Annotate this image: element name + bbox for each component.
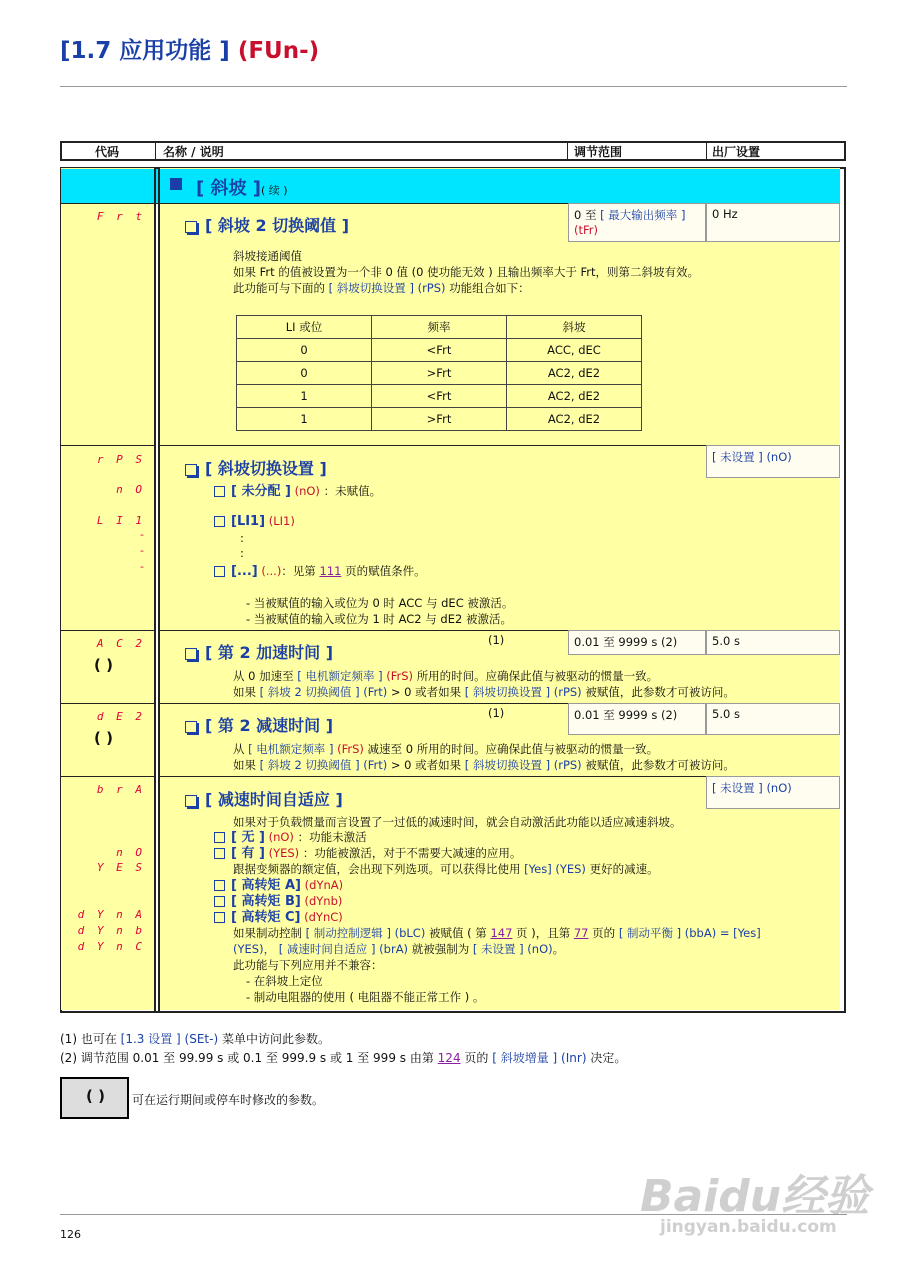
rps-opt-li1: [LI1] (LI1) — [214, 513, 295, 530]
table-row: 0 >Frt AC2, dE2 — [237, 362, 642, 385]
table-row: 1 >Frt AC2, dE2 — [237, 408, 642, 431]
param-checkbox-icon — [185, 721, 197, 733]
option-checkbox-icon — [214, 880, 225, 891]
rps-opt-more: [...] (...)：见第 111 页的赋值条件。 — [214, 563, 426, 580]
page-link-111[interactable]: 111 — [319, 564, 342, 578]
param-ac2: [ 第 2 加速时间 ] — [185, 640, 333, 663]
ac2-desc-2: 如果 [ 斜坡 2 切换阈值 ] (Frt) > 0 或者如果 [ 斜坡切换设置 ] (rPS) 被赋值，此参数才可被访问。 — [233, 685, 735, 699]
param-de2: [ 第 2 减速时间 ] — [185, 713, 333, 736]
bra-opt-dync: [ 高转矩 C] (dYnC) — [214, 909, 343, 926]
watermark-url: jingyan.baidu.com — [660, 1217, 837, 1237]
table-row: 1 <Frt AC2, dE2 — [237, 385, 642, 408]
code-ac2: A C 2 — [96, 637, 145, 650]
table-header-cell: LI 或位 — [237, 316, 372, 339]
page-link-77[interactable]: 77 — [573, 926, 589, 940]
bra-opt-dyna: [ 高转矩 A] (dYnA) — [214, 877, 343, 894]
ellipsis-colon: : — [240, 546, 244, 560]
code-bra-yes: Y E S — [96, 861, 145, 874]
modifiable-icon: ( ) — [86, 1087, 105, 1105]
option-checkbox-icon — [214, 896, 225, 907]
option-checkbox-icon — [214, 486, 225, 497]
page-link-124[interactable]: 124 — [437, 1051, 461, 1065]
option-checkbox-icon — [214, 566, 225, 577]
table-row: 0 <Frt ACC, dEC — [237, 339, 642, 362]
option-checkbox-icon — [214, 516, 225, 527]
bra-desc-2: 跟据变频器的额定值，会出现下列选项。可以获得比使用 [Yes] (YES) 更好的减速。 — [233, 862, 659, 876]
rps-note-1: - 当被赋值的输入或位为 0 时 ACC 与 dEC 被激活。 — [246, 596, 514, 610]
footnote-1: (1) 也可在 [1.3 设置 ] (SEt-) 菜单中访问此参数。 — [60, 1032, 330, 1046]
code-dync: d Y n C — [77, 940, 145, 953]
page-title: [1.7 应用功能 ] (FUn-) — [60, 38, 320, 64]
footnote-2: (2) 调节范围 0.01 至 99.99 s 或 0.1 至 999.9 s 或 1 至 999 s 由第 124 页的 [ 斜坡增量 ] (Inr) 决定。 — [60, 1051, 627, 1065]
param-checkbox-icon — [185, 648, 197, 660]
header-code: 代码 — [95, 145, 120, 159]
bra-opt-yes: [ 有 ] (YES) ：功能被激活，对于不需要大减速的应用。 — [214, 845, 521, 862]
bra-desc-4: (YES)， [ 减速时间自适应 ] (brA) 就被强制为 [ 未设置 ] (nO)。 — [233, 942, 565, 956]
ac2-range: 0.01 至 9999 s (2) — [568, 630, 706, 655]
ellipsis-colon: : — [240, 531, 244, 545]
ac2-desc-1: 从 0 加速至 [ 电机额定频率 ] (FrS) 所用的时间。应确保此值与被驱动的惯量一致。 — [233, 669, 659, 683]
frt-range: 0 至 [ 最大输出频率 ] (tFr) — [568, 203, 706, 242]
frt-desc-1: 斜坡接通阈值 — [233, 249, 302, 263]
param-checkbox-icon — [185, 795, 197, 807]
code-frt: F r t — [96, 210, 145, 223]
footnote-ref-1: (1) — [488, 706, 505, 720]
param-checkbox-icon — [185, 464, 197, 476]
frt-factory: 0 Hz — [706, 203, 840, 242]
code-no: n O — [116, 483, 145, 496]
rps-factory: [ 未设置 ] (nO) — [706, 445, 840, 478]
code-dash: - — [140, 560, 144, 573]
section-square-icon — [170, 178, 182, 190]
option-checkbox-icon — [214, 832, 225, 843]
code-dash: - — [140, 528, 144, 541]
frt-desc-3: 此功能可与下面的 [ 斜坡切换设置 ] (rPS) 功能组合如下： — [233, 281, 530, 295]
de2-desc-1: 从 [ 电机额定频率 ] (FrS) 减速至 0 所用的时间。应确保此值与被驱动的惯量一致。 — [233, 742, 659, 756]
code-dash: - — [140, 544, 144, 557]
code-bra-no: n O — [116, 846, 145, 859]
bra-desc-5: 此功能与下列应用并不兼容： — [233, 958, 383, 972]
legend-text: 可在运行期间或停车时修改的参数。 — [132, 1093, 325, 1107]
code-rps: r P S — [96, 453, 145, 466]
code-dyna: d Y n A — [77, 908, 145, 921]
bra-desc-1: 如果对于负载惯量而言设置了一过低的减速时间，就会自动激活此功能以适应减速斜坡。 — [233, 815, 682, 829]
ramp-switch-table — [236, 315, 642, 431]
option-checkbox-icon — [214, 848, 225, 859]
code-bra: b r A — [96, 783, 145, 796]
table-header-cell: 斜坡 — [507, 316, 642, 339]
param-rps: [ 斜坡切换设置 ] — [185, 456, 327, 479]
code-column — [61, 168, 154, 1010]
section-title: [ 斜坡 ]( 续 ) — [196, 178, 288, 199]
footnote-ref-1: (1) — [488, 633, 505, 647]
ac2-factory: 5.0 s — [706, 630, 840, 655]
bottom-rule — [60, 1214, 847, 1215]
table-header-cell: 频率 — [372, 316, 507, 339]
code-li1: L I 1 — [96, 514, 145, 527]
code-de2: d E 2 — [96, 710, 145, 723]
header-name: 名称 / 说明 — [163, 145, 224, 159]
top-rule — [60, 86, 847, 87]
frt-desc-2: 如果 Frt 的值被设置为一个非 0 值 (0 使功能无效 ) 且输出频率大于 Frt，则第二斜坡有效。 — [233, 265, 700, 279]
rps-note-2: - 当被赋值的输入或位为 1 时 AC2 与 dE2 被激活。 — [246, 612, 512, 626]
de2-range: 0.01 至 9999 s (2) — [568, 703, 706, 735]
bra-desc-6: - 在斜坡上定位 — [246, 974, 323, 988]
modifiable-icon: ( ) — [94, 729, 113, 747]
header-factory: 出厂设置 — [712, 145, 761, 159]
page-link-147[interactable]: 147 — [490, 926, 513, 940]
param-checkbox-icon — [185, 221, 197, 233]
bra-opt-no: [ 无 ] (nO) ：功能未激活 — [214, 829, 367, 846]
de2-desc-2: 如果 [ 斜坡 2 切换阈值 ] (Frt) > 0 或者如果 [ 斜坡切换设置 ] (rPS) 被赋值，此参数才可被访问。 — [233, 758, 735, 772]
modifiable-icon: ( ) — [94, 656, 113, 674]
rps-opt-no: [ 未分配 ] (nO) ：未赋值。 — [214, 483, 381, 500]
header-range: 调节范围 — [574, 145, 623, 159]
option-checkbox-icon — [214, 912, 225, 923]
code-dynb: d Y n b — [77, 924, 145, 937]
bra-desc-7: - 制动电阻器的使用 ( 电阻器不能正常工作 ) 。 — [246, 990, 485, 1004]
watermark-logo: Baidu经验 — [640, 1171, 870, 1222]
bra-opt-dynb: [ 高转矩 B] (dYnb) — [214, 893, 342, 910]
page-number: 126 — [60, 1228, 81, 1241]
de2-factory: 5.0 s — [706, 703, 840, 735]
bra-desc-3: 如果制动控制 [ 制动控制逻辑 ] (bLC) 被赋值 ( 第 147 页 )，且第 77 页的 [ 制动平衡 ] (bbA) = [Yes] — [233, 926, 761, 940]
param-bra: [ 减速时间自适应 ] — [185, 787, 343, 810]
bra-factory: [ 未设置 ] (nO) — [706, 776, 840, 809]
param-frt: [ 斜坡 2 切换阈值 ] — [185, 213, 349, 236]
legend-box — [60, 1077, 129, 1119]
